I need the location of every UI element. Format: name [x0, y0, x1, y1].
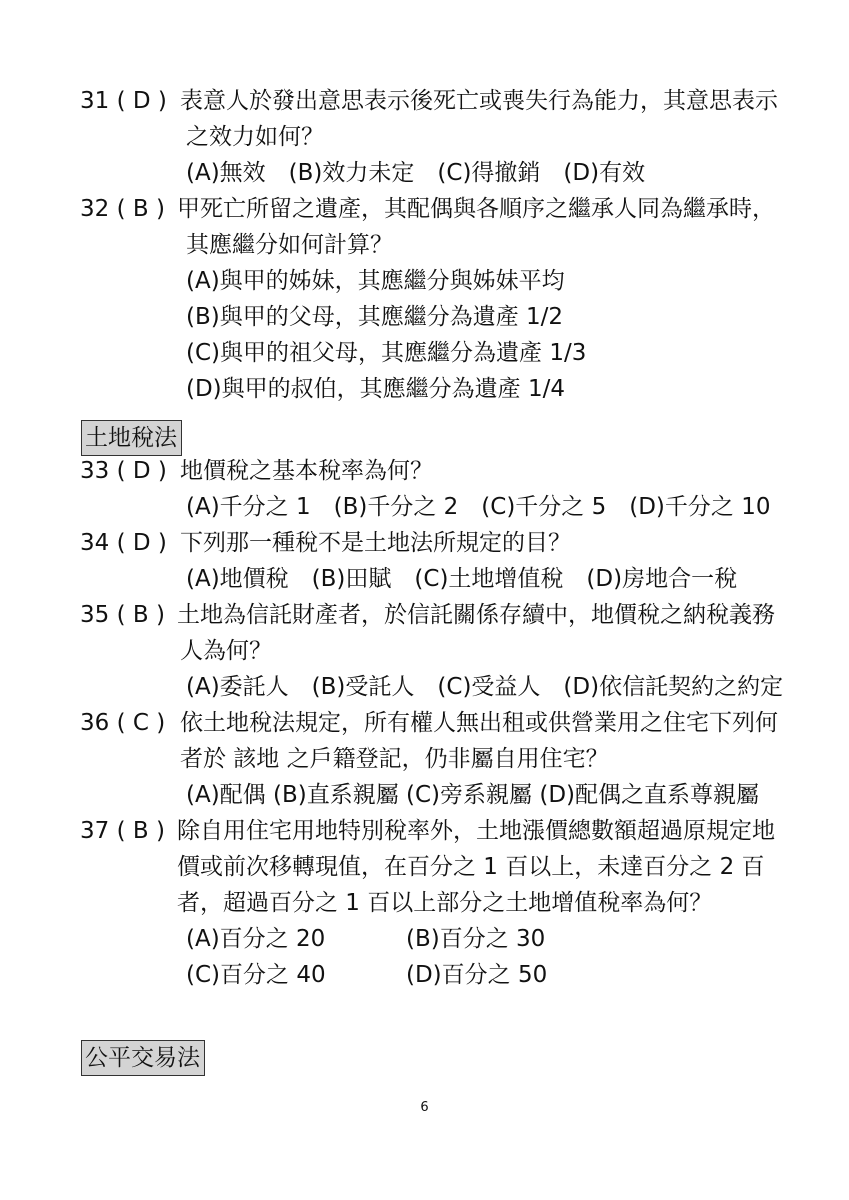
- question-36-number: 36 ( C ): [80, 710, 166, 736]
- question-32-text-line-1: 甲死亡所留之遺產，其配偶與各順序之繼承人同為繼承時，: [177, 196, 775, 222]
- question-33-options: (A)千分之 1 (B)千分之 2 (C)千分之 5 (D)千分之 10: [186, 494, 771, 520]
- question-32-text-line-2: 其應繼分如何計算？: [186, 232, 393, 258]
- question-32-number: 32 ( B ): [80, 196, 165, 222]
- question-31-text-line-1: 表意人於發出意思表示後死亡或喪失行為能力，其意思表示: [180, 88, 778, 114]
- question-37-option-b: (B)百分之 30: [406, 926, 546, 952]
- question-34-number: 34 ( D ): [80, 530, 167, 556]
- question-37-text-line-1: 除自用住宅用地特別稅率外，土地漲價總數額超過原規定地: [177, 818, 775, 844]
- question-32-option-c: (C)與甲的祖父母，其應繼分為遺產 1/3: [186, 340, 587, 366]
- question-31-number: 31 ( D ): [80, 88, 167, 114]
- question-34-text: 下列那一種稅不是土地法所規定的目？: [180, 530, 571, 556]
- question-37-number: 37 ( B ): [80, 818, 165, 844]
- question-32-option-d: (D)與甲的叔伯，其應繼分為遺產 1/4: [186, 376, 565, 402]
- question-37-text-line-2: 價或前次移轉現值，在百分之 1 百以上，未達百分之 2 百: [177, 854, 765, 880]
- question-35-text-line-2: 人為何？: [180, 638, 272, 664]
- section-heading-land-tax: 土地稅法: [81, 420, 182, 456]
- page-number: 6: [420, 1100, 429, 1115]
- question-34-options: (A)地價稅 (B)田賦 (C)土地增值稅 (D)房地合一稅: [186, 566, 738, 592]
- question-32-option-b: (B)與甲的父母，其應繼分為遺產 1/2: [186, 304, 564, 330]
- question-35-number: 35 ( B ): [80, 602, 165, 628]
- question-37-option-d: (D)百分之 50: [406, 962, 548, 988]
- question-31-options: (A)無效 (B)效力未定 (C)得撤銷 (D)有效: [186, 160, 646, 186]
- question-37-option-c: (C)百分之 40: [186, 962, 326, 988]
- section-heading-fair-trade: 公平交易法: [81, 1040, 205, 1076]
- question-33-number: 33 ( D ): [80, 458, 167, 484]
- question-35-text-line-1: 土地為信託財產者，於信託關係存續中，地價稅之納稅義務: [177, 602, 775, 628]
- question-35-options: (A)委託人 (B)受託人 (C)受益人 (D)依信託契約之約定: [186, 674, 784, 700]
- question-36-options: (A)配偶 (B)直系親屬 (C)旁系親屬 (D)配偶之直系尊親屬: [186, 782, 760, 808]
- question-32-option-a: (A)與甲的姊妹，其應繼分與姊妹平均: [186, 268, 565, 294]
- question-36-text-line-2: 者於 該地 之戶籍登記，仍非屬自用住宅？: [180, 746, 609, 772]
- question-37-option-a: (A)百分之 20: [186, 926, 326, 952]
- question-31-text-line-2: 之效力如何？: [186, 124, 324, 150]
- question-33-text: 地價稅之基本稅率為何？: [180, 458, 433, 484]
- question-37-text-line-3: 者，超過百分之 1 百以上部分之土地增值稅率為何？: [177, 890, 713, 916]
- question-36-text-line-1: 依土地稅法規定，所有權人無出租或供營業用之住宅下列何: [180, 710, 778, 736]
